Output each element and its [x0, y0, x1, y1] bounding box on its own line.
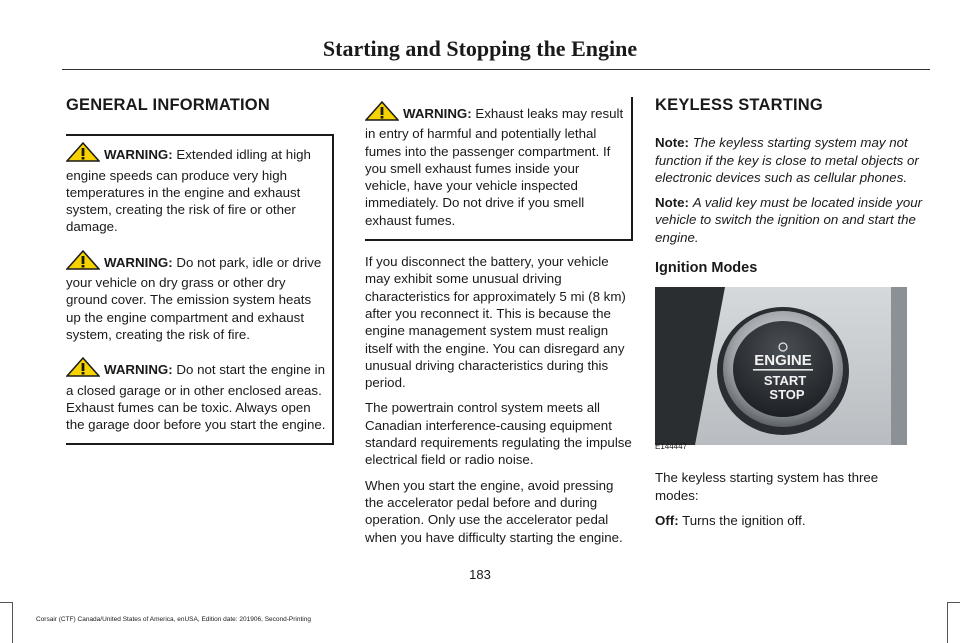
body-paragraph: When you start the engine, avoid pressing the accelerator pedal before and during operation. Only use the accelerator pedal when you have difficulty starting the engine. — [365, 477, 623, 545]
warning-label: WARNING: — [403, 106, 472, 121]
warning-triangle-icon — [66, 357, 100, 381]
ignition-button-illustration — [655, 287, 907, 455]
column-exhaust-and-battery — [365, 97, 633, 554]
button-label-engine: ENGINE — [754, 352, 812, 370]
warning-triangle-icon — [66, 142, 100, 166]
warning-triangle-icon — [365, 101, 399, 125]
warning-paragraph — [66, 357, 328, 433]
note-label: Note: — [655, 135, 689, 151]
column-general-information — [66, 97, 334, 445]
edition-footer: Corsair (CTF) Canada/United States of America, enUSA, Edition date: 201906, Second-Printing — [36, 616, 311, 623]
button-label-stop: STOP — [769, 387, 805, 403]
page-number: 183 — [469, 567, 491, 582]
push-button-start-image — [655, 287, 907, 445]
note-paragraph — [655, 134, 923, 186]
warning-box — [365, 97, 633, 241]
warning-label: WARNING: — [104, 362, 173, 378]
image-reference-id: E144447 — [655, 442, 688, 452]
mode-text: Turns the ignition off. — [678, 512, 806, 528]
warning-box — [66, 134, 334, 445]
warning-label: WARNING: — [104, 254, 173, 270]
mode-label: Off: — [655, 512, 679, 528]
note-paragraph — [655, 194, 923, 246]
section-heading-general-information: GENERAL INFORMATION — [66, 96, 270, 114]
page-title: Starting and Stopping the Engine — [322, 36, 638, 61]
button-label-start: START — [763, 373, 807, 389]
note-text: A valid key must be located inside your vehicle to switch the ignition on and start the engine. — [655, 195, 923, 245]
column-keyless-starting — [655, 97, 923, 537]
warning-label: WARNING: — [104, 147, 173, 163]
warning-paragraph — [365, 101, 627, 229]
crop-mark — [947, 602, 948, 643]
body-paragraph: The keyless starting system has three modes: — [655, 470, 879, 503]
warning-text: Extended idling at high engine speeds can produce very high temperatures in the engine and exhaust system, creating the risk of fire or other damage. — [66, 147, 311, 235]
section-heading-keyless-starting: KEYLESS STARTING — [655, 96, 823, 114]
crop-mark — [0, 602, 12, 603]
warning-paragraph — [66, 142, 328, 235]
header-rule — [62, 69, 930, 70]
warning-paragraph — [66, 250, 328, 343]
crop-mark — [12, 602, 13, 643]
mode-paragraph — [655, 512, 923, 529]
note-label: Note: — [655, 195, 689, 211]
warning-text: Do not start the engine in a closed garage or in other enclosed areas. Exhaust fumes can be toxic. Always open the garage door before you start the engine. — [66, 362, 326, 433]
note-text: The keyless starting system may not function if the key is close to metal objects or electronic devices such as cellular phones. — [655, 135, 919, 185]
body-paragraph: If you disconnect the battery, your vehicle may exhibit some unusual driving characteristics for approximately 5 mi (8 km) after you reconnect it. This is because the engine management system must realign itself with the engine. You can disregard any unusual driving characteristics during this period. — [365, 254, 626, 391]
body-paragraph: The powertrain control system meets all Canadian interference-causing equipment standard requirements regulating the impulse electrical field or radio noise. — [365, 400, 632, 468]
warning-triangle-icon — [66, 250, 100, 274]
warning-text: Exhaust leaks may result in entry of harmful and potentially lethal fumes into the passenger compartment. If you smell exhaust fumes inside your vehicle, have your vehicle inspected immediately. Do not drive if you smell exhaust fumes. — [365, 106, 624, 228]
crop-mark — [948, 602, 960, 603]
warning-text: Do not park, idle or drive your vehicle on dry grass or other dry ground cover. The emission system heats up the engine compartment and exhaust system, creating the risk of fire. — [66, 254, 322, 342]
subheading-ignition-modes: Ignition Modes — [655, 260, 758, 277]
